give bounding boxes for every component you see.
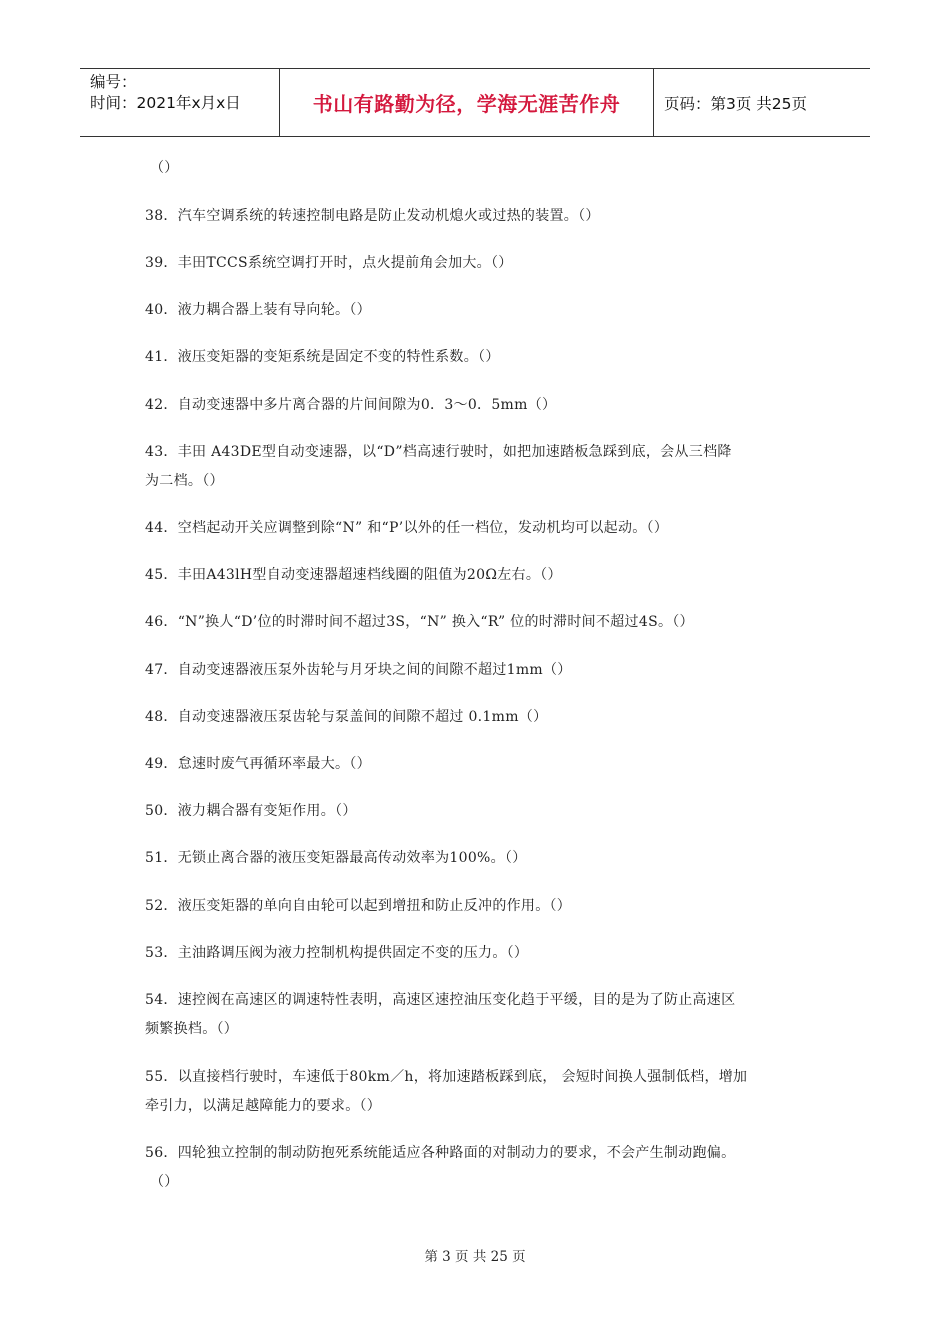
motto: 书山有路勤为径，学海无涯苦作舟	[280, 69, 654, 136]
text-line: （）	[150, 1174, 179, 1190]
page-header	[80, 68, 870, 137]
time-label: 时间：2021年x月x日	[90, 94, 241, 112]
text-line: 52．液压变矩器的单向自由轮可以起到增扭和防止反冲的作用。（）	[145, 898, 572, 914]
text-line: 47．自动变速器液压泵外齿轮与月牙块之间的间隙不超过1mm（）	[145, 662, 572, 678]
header-meta	[80, 69, 280, 136]
text-line: 56．四轮独立控制的制动防抱死系统能适应各种路面的对制动力的要求，不会产生制动跑偏。	[145, 1145, 736, 1161]
text-line: 46．“N”换人“D’位的时滞时间不超过3S，“N” 换入“R” 位的时滞时间不超过4S。（）	[145, 614, 694, 630]
text-line: 51．无锁止离合器的液压变矩器最高传动效率为100%。（）	[145, 850, 527, 866]
text-line: 39．丰田TCCS系统空调打开时，点火提前角会加大。（）	[145, 255, 513, 271]
text-line: （）	[150, 160, 179, 176]
text-line: 42．自动变速器中多片离合器的片间间隙为0．3～0．5mm（）	[145, 397, 557, 413]
text-line: 53．主油路调压阀为液力控制机构提供固定不变的压力。（）	[145, 945, 529, 961]
text-line: 40．液力耦合器上装有导向轮。（）	[145, 302, 371, 318]
text-line: 49．怠速时废气再循环率最大。（）	[145, 756, 371, 772]
text-line: 45．丰田A43lH型自动变速器超速档线圈的阻值为20Ω左右。（）	[145, 567, 562, 583]
page-info: 页码：第3页 共25页	[664, 94, 808, 113]
text-line: 50．液力耦合器有变矩作用。（）	[145, 803, 357, 819]
text-line: 54．速控阀在高速区的调速特性表明，高速区速控油压变化趋于平缓，目的是为了防止高速区	[145, 992, 736, 1008]
text-line: 44．空档起动开关应调整到除“N” 和“P’以外的任一档位，发动机均可以起动。（）	[145, 520, 669, 536]
text-line: 41．液压变矩器的变矩系统是固定不变的特性系数。（）	[145, 349, 500, 365]
number-label: 编号：	[90, 73, 137, 91]
text-line: 48．自动变速器液压泵齿轮与泵盖间的间隙不超过 0.1mm（）	[145, 709, 548, 725]
text-line: 牵引力，以满足越障能力的要求。（）	[145, 1098, 382, 1114]
text-line: 55．以直接档行驶时，车速低于80km／h，将加速踏板踩到底， 会短时间换人强制低档，增加	[145, 1069, 748, 1085]
text-line: 38．汽车空调系统的转速控制电路是防止发动机熄火或过热的装置。（）	[145, 208, 600, 224]
text-line: 43．丰田 A43DE型自动变速器，以“D”档高速行驶时，如把加速踏板急踩到底，会从三档降	[145, 444, 732, 460]
page-footer: 第 3 页 共 25 页	[424, 1249, 526, 1265]
text-line: 为二档。（）	[145, 473, 224, 489]
text-line: 频繁换档。（）	[145, 1021, 239, 1037]
